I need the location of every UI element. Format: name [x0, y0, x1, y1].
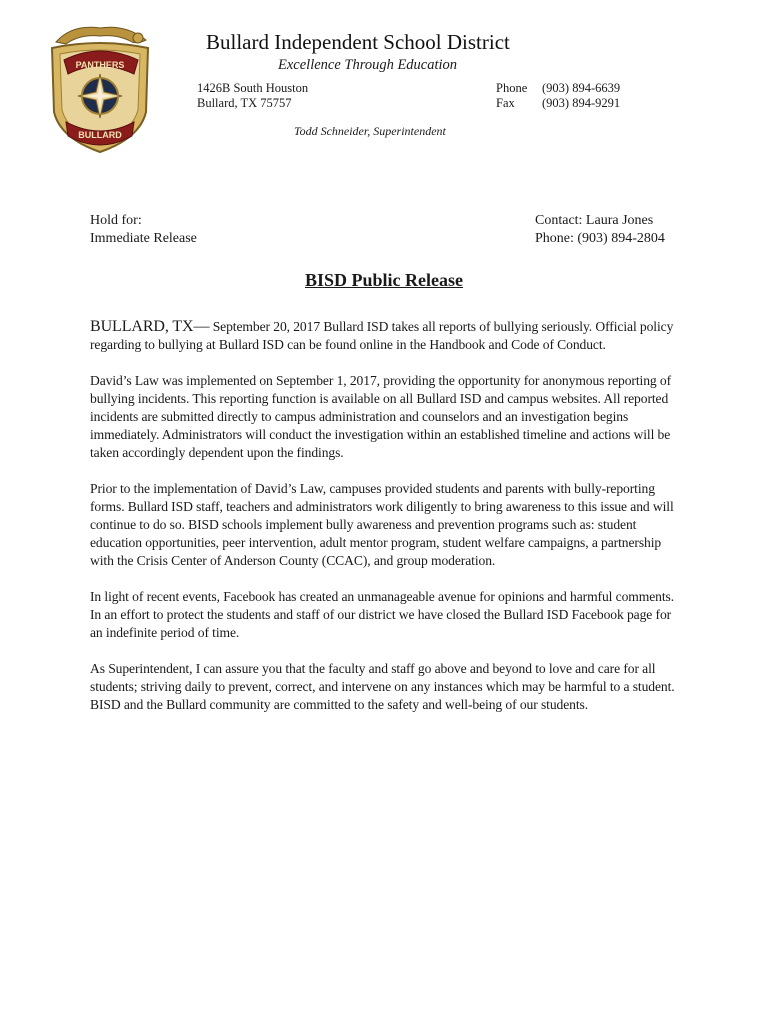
- district-address: [197, 81, 308, 111]
- hold-for-label: Hold for:: [90, 213, 142, 228]
- fax-value: (903) 894-9291: [542, 96, 621, 110]
- banner-bottom-text: BULLARD: [78, 130, 122, 140]
- fax-row: [496, 96, 620, 111]
- address-line-2: Bullard, TX 75757: [197, 96, 292, 110]
- media-contact-name: Contact: Laura Jones: [535, 213, 654, 228]
- phone-label: Phone: [496, 81, 528, 95]
- paragraph-3: Prior to the implementation of David’s Law, campuses provided students and parents with bully-reporting forms. Bullard ISD staff, teachers and administrators work diligently to bring awareness to this issue and will continue to do so. BISD schools implement bully awareness and prevention programs such as: student education opportunities, peer intervention, adult mentor program, student welfare campaigns, a partnership with the Crisis Center of Anderson County (CCAC), and group moderation.: [90, 481, 674, 568]
- panthers-crest-icon: [42, 20, 158, 158]
- fax-label: Fax: [496, 96, 515, 110]
- panther-icon: [56, 27, 146, 44]
- phone-row: [496, 81, 620, 96]
- district-motto: Excellence Through Education: [278, 57, 458, 73]
- address-line-1: 1426B South Houston: [197, 81, 309, 95]
- hold-for-block: [90, 212, 197, 248]
- superintendent-line: Todd Schneider, Superintendent: [294, 124, 446, 138]
- banner-top-text: PANTHERS: [75, 60, 125, 70]
- media-contact-block: [535, 212, 665, 248]
- dateline: BULLARD, TX—: [90, 318, 210, 335]
- paragraph-1-text: September 20, 2017 Bullard ISD takes all reports of bullying seriously. Official policy regarding to bullying at Bullard ISD can be found online in the Handbook and Code of Conduct.: [90, 319, 674, 352]
- district-name: Bullard Independent School District: [206, 30, 510, 54]
- paragraph-4: In light of recent events, Facebook has created an unmanageable avenue for opinions and harmful comments. In an effort to protect the students and staff of our district we have closed the Bullard ISD Facebook page for an indefinite period of time.: [90, 589, 675, 640]
- paragraph-1: [90, 318, 680, 354]
- paragraph-5: As Superintendent, I can assure you that the faculty and staff go above and beyond to love and care for all students; striving daily to prevent, correct, and intervene on any instances which may be harmful to a student. BISD and the Bullard community are committed to the safety and well-being of our students.: [90, 661, 675, 712]
- phone-value: (903) 894-6639: [542, 81, 621, 95]
- media-contact-phone: Phone: (903) 894-2804: [535, 231, 665, 246]
- paragraph-2: David’s Law was implemented on September 1, 2017, providing the opportunity for anonymous reporting of bullying incidents. This reporting function is available on all Bullard ISD and campus websites. All reported incidents are submitted directly to campus administration and counselors and an investigation begins immediately. Administrators will conduct the investigation within an established timeline and actions will be taken accordingly dependent upon the findings.: [90, 373, 672, 460]
- hold-for-value: Immediate Release: [90, 231, 197, 246]
- release-body: [90, 318, 680, 732]
- release-title: BISD Public Release: [304, 270, 463, 290]
- district-contact: [496, 81, 620, 111]
